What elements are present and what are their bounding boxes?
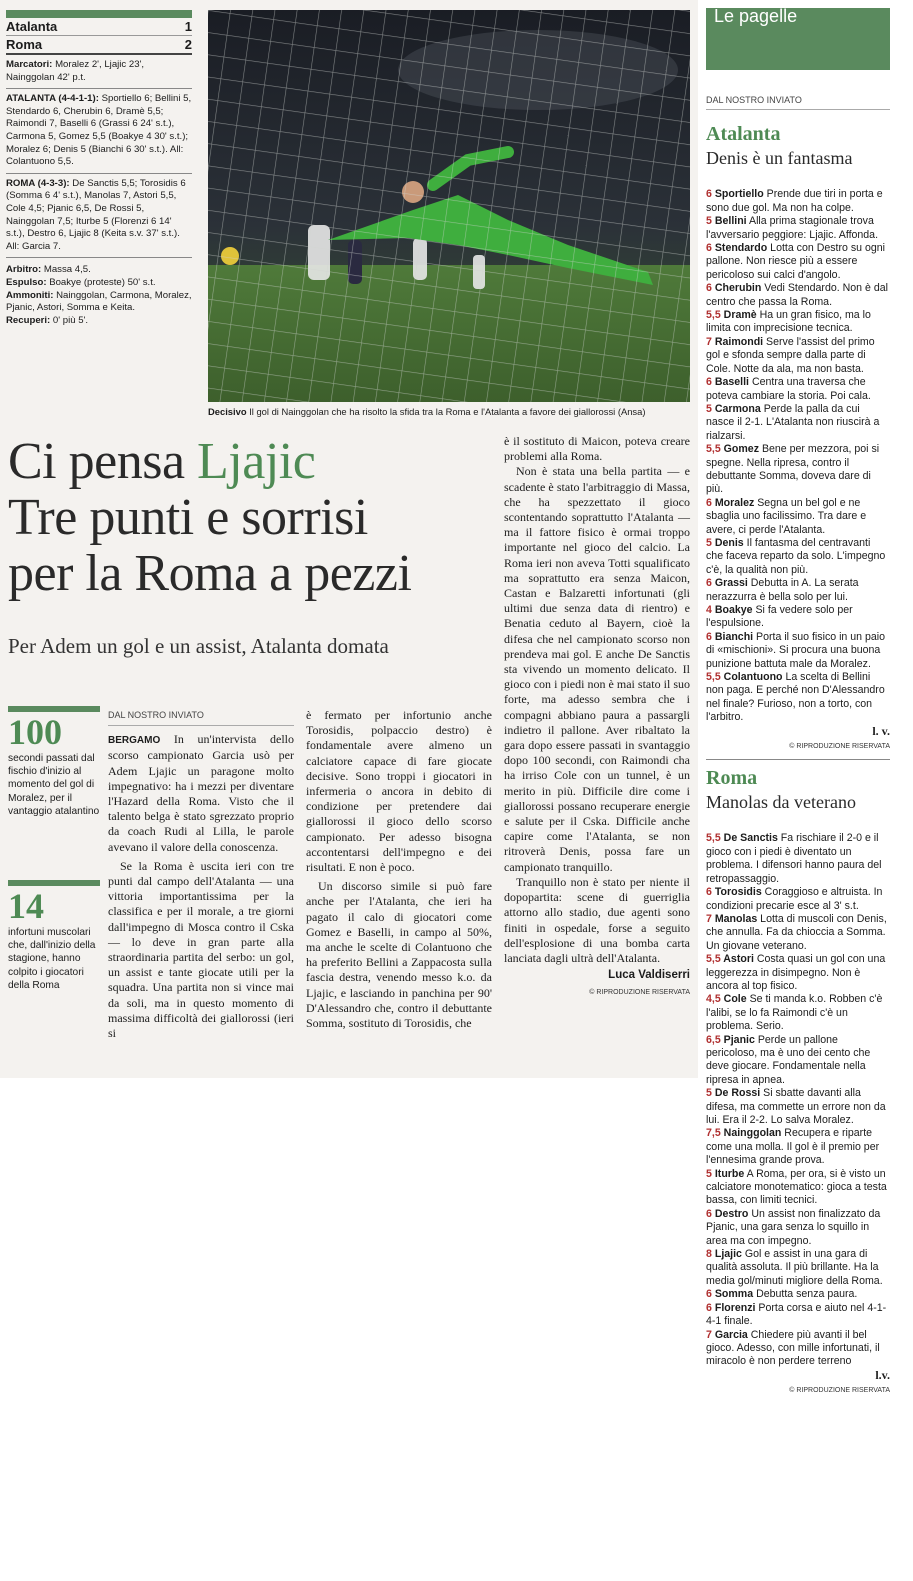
- rating-vote: 6,5: [706, 1033, 724, 1046]
- rating-player-name: Torosidis: [714, 886, 762, 899]
- rating-player-name: De Rossi: [714, 1087, 761, 1100]
- rating-vote: 5,5: [706, 671, 724, 684]
- rating-comment: Alla prima stagionale trova l'avversario peggiore: Ljajic. Affonda.: [706, 215, 879, 241]
- divider: [706, 759, 890, 760]
- player-rating: [706, 1329, 890, 1369]
- player-rating: [706, 188, 890, 215]
- rating-player-name: Garcia: [714, 1328, 748, 1341]
- rating-vote: 5: [706, 1167, 715, 1180]
- article-col-3: [504, 434, 690, 1001]
- stat-text: secondi passati dal fischio d'inizio al momento del gol di Moralez, per il vantaggio atalantino: [8, 753, 100, 817]
- marcatori: Marcatori: Moralez 2', Ljajic 23', Nainggolan 42' p.t.: [6, 59, 192, 89]
- stat-number: 100: [8, 712, 62, 752]
- match-photo: [208, 10, 690, 402]
- article-col-1: [108, 708, 294, 1041]
- player-rating: [706, 537, 890, 577]
- article-dateline: DAL NOSTRO INVIATO: [108, 708, 294, 726]
- rating-vote: 5: [706, 215, 715, 228]
- scoreboard-bar: [6, 10, 192, 18]
- rating-vote: 6: [706, 376, 715, 389]
- rating-player-name: Cherubin: [714, 282, 762, 295]
- rating-player-name: Boakye: [714, 604, 753, 616]
- rating-comment: Fa rischiare il 2-0 e il gioco con i piedi è diventato un problema. I difensori hanno paura del retropassaggio.: [706, 832, 882, 885]
- arbitro: Arbitro: Massa 4,5.: [6, 264, 91, 276]
- rating-comment: Perde un pallone pericoloso, ma è uno dei cento che deve giocare. Fondamentale nella ripresa in apnea.: [706, 1033, 871, 1086]
- headline: [8, 434, 508, 602]
- player-rating: [706, 1034, 890, 1088]
- rating-vote: 5: [706, 536, 715, 549]
- rating-player-name: Ljajic: [714, 1248, 742, 1261]
- headline-line3: per la Roma a pezzi: [8, 545, 412, 602]
- player-rating: [706, 403, 890, 443]
- rating-player-name: Stendardo: [714, 242, 768, 255]
- rating-vote: 7: [706, 335, 715, 348]
- rating-player-name: Colantuono: [723, 671, 783, 684]
- rating-player-name: Nainggolan: [723, 1127, 782, 1140]
- rating-vote: 7: [706, 912, 715, 925]
- player-rating: [706, 1302, 890, 1329]
- rating-comment: Segna un bel gol e ne sbaglia uno facilissimo. Tra dare e avere, ci perde l'Atalanta.: [706, 496, 867, 536]
- rating-comment: Si fa vedere solo per l'espulsione.: [706, 604, 853, 630]
- rating-player-name: De Sanctis: [723, 832, 778, 845]
- rating-player-name: Gomez: [723, 443, 759, 456]
- rating-comment: Costa quasi un gol con una leggerezza in disimpegno. Non è ancora al top fisico.: [706, 953, 886, 992]
- team1-name: Atalanta: [6, 19, 58, 34]
- rating-comment: Recupera e riparte come una molla. Il gol è il premio per l'ennesima grande prova.: [706, 1127, 880, 1167]
- player-rating: [706, 913, 890, 953]
- rating-comment: Chiedere più avanti il bel gioco. Adesso, con mille infortunati, il miracolo è non perdere terreno: [706, 1328, 880, 1368]
- rating-comment: La scelta di Bellini non paga. E perché non D'Alessandro nel finale? Furioso, non a torto, con l'arbitro.: [706, 671, 885, 724]
- rating-comment: Se ti manda k.o. Robben c'è l'alibi, se lo fa Raimondi c'è un problema. Serio.: [706, 993, 883, 1033]
- player-rating: [706, 1248, 890, 1288]
- score-row-atalanta: [6, 18, 192, 36]
- article-paragraph: Se la Roma è uscita ieri con tre punti dal campo dell'Atalanta — una vittoria importantissima per la classifica e per il morale, a tre giorni dall'impegno di Mosca contro il Cska — lo deve in gran parte alla straordinaria partita del serbo: un gol, un assist e tante giocate utili per la squadra. Una partita non si vince mai da soli, ma in questo momento di massima difficoltà dei giallorossi (ieri si: [108, 858, 294, 1041]
- player-rating: [706, 336, 890, 376]
- rating-vote: 5: [706, 402, 715, 415]
- pagelle-title-roma: Manolas da veterano: [706, 792, 856, 813]
- rating-player-name: Moralez: [714, 496, 755, 509]
- rating-player-name: Florenzi: [714, 1301, 756, 1314]
- player-rating: [706, 1288, 890, 1301]
- player-rating: [706, 497, 890, 537]
- goalkeeper-dive-image: [208, 10, 690, 402]
- rating-vote: 6: [706, 282, 715, 295]
- rating-vote: 8: [706, 1248, 715, 1261]
- rating-player-name: Astori: [723, 953, 754, 966]
- score-row-roma: [6, 36, 192, 55]
- stat-box-100: [8, 706, 100, 818]
- rating-comment: Bene per mezzora, poi si spegne. Nella ripresa, contro il debuttante Somma, doveva dare di più.: [706, 443, 880, 496]
- rating-vote: 6: [706, 496, 715, 509]
- player-rating: [706, 577, 890, 604]
- pagelle-dateline: DAL NOSTRO INVIATO: [706, 94, 890, 110]
- copyright-notice: © RIPRODUZIONE RISERVATA: [589, 989, 690, 997]
- rating-player-name: Pjanic: [723, 1033, 755, 1046]
- copyright-notice: © RIPRODUZIONE RISERVATA: [789, 1387, 890, 1395]
- pagelle-list-roma: [706, 832, 890, 1368]
- rating-vote: 6: [706, 1288, 715, 1301]
- headline-line1: Ci pensa Ljajic: [8, 433, 316, 490]
- rating-vote: 5,5: [706, 953, 724, 966]
- stat-box-14: [8, 880, 100, 992]
- article-paragraph: Non è stata una bella partita — e scadente è stato l'arbitraggio di Massa, che ha spezzettato il gioco scontentando soprattutto l'Atalanta — ma il fattore fisico è ormai troppo importante nel gioco del calcio. La Roma ieri non aveva Totti squalificato ma soprattutto era senza Maicon, Castan e Balzaretti infortunati (gli ultimi due senza data di rientro) e Benatia ceduto al Bayern, cioè la difesa che nel campionato scorso non prendeva mai gol. E anche De Sanctis sta vivendo un momento delicato. Il gioco con i piedi non è mai stato il suo forte, ma adesso sembra che i compagni abbiano paura a passargli indietro il pallone. Aver ribaltato la gara dopo essere passati in svantaggio dopo 100 secondi, con Raimondi cha ha irriso Cole con un tunnel, è un merito in più. Difficile dire come i giallorossi possano recuperare energie e salute per il Cska. Difficile anche capire come l'Atalanta, se non ritroverà Denis, possa fare un campionato tranquillo.: [504, 464, 690, 874]
- rating-player-name: Manolas: [714, 912, 758, 925]
- stat-text: infortuni muscolari che, dall'inizio della stagione, hanno colpito i giocatori della Roma: [8, 927, 96, 991]
- player-rating: [706, 215, 890, 242]
- rating-player-name: Somma: [714, 1288, 754, 1301]
- rating-comment: Il fantasma del centravanti che faceva reparto da solo. L'impegno c'è, la qualità non più.: [706, 536, 886, 576]
- subtitle: Per Adem un gol e un assist, Atalanta domata: [8, 634, 389, 658]
- rating-comment: Debutta senza paura.: [753, 1288, 858, 1301]
- author-signature: Luca Valdiserri: [608, 969, 690, 982]
- rating-vote: 6: [706, 630, 715, 643]
- pagelle-team-roma: Roma: [706, 767, 758, 790]
- team2-score: 2: [184, 37, 192, 52]
- article-paragraph: Un discorso simile si può fare anche per l'Atalanta, che ieri ha pagato il calo di giocatori come Gomez e Baselli, in campo al 50%, ma anche le scelte di Colantuono che ha preferito Bellini a Zappacosta sulla fascia destra, venendo messo k.o. da Ljajic, e lasciando in panchina per 90' D'Alessandro che, contro il debuttante Somma, sostituto di Torosidis, che: [306, 879, 492, 1031]
- rating-vote: 7,5: [706, 1127, 724, 1140]
- rating-player-name: Raimondi: [714, 335, 764, 348]
- pagelle-initials: l.v.: [875, 1367, 890, 1382]
- rating-player-name: Bellini: [714, 215, 747, 228]
- player-rating: [706, 671, 890, 725]
- rating-player-name: Cole: [723, 993, 747, 1006]
- player-rating: [706, 309, 890, 336]
- player-rating: [706, 886, 890, 913]
- rating-comment: Serve l'assist del primo gol e sfonda sempre dalla parte di Cole. Notte da ala, ma non basta.: [706, 335, 875, 375]
- player-rating: [706, 1208, 890, 1248]
- rating-player-name: Baselli: [714, 376, 749, 389]
- pagelle-initials: l. v.: [872, 723, 890, 738]
- rating-vote: 6: [706, 1207, 715, 1220]
- rating-vote: 6: [706, 1301, 715, 1314]
- roma-lineup: ROMA (4-3-3): De Sanctis 5,5; Torosidis 6 (Somma 6 4' s.t.), Manolas 7, Astori 5,5, Cole 4,5; Pjanic 6,5, De Rossi 5, Nainggolan 7,5; Iturbe 5 (Florenzi 6 14' s.t.), Destro 6, Ljajic 8 (Keita s.v. 37' s.t.). All: Garcia 7.: [6, 178, 192, 259]
- rating-comment: Un assist non finalizzato da Pjanic, una gara senza lo squillo in area ma con impegno.: [706, 1207, 881, 1247]
- rating-comment: Perde la palla da cui nasce il 2-1. L'Atalanta non riuscirà a rialzarsi.: [706, 402, 880, 442]
- team1-score: 1: [184, 19, 192, 34]
- rating-vote: 4,5: [706, 993, 724, 1006]
- recuperi: Recuperi: 0' più 5'.: [6, 314, 89, 326]
- player-rating: [706, 832, 890, 886]
- photo-caption: [208, 406, 690, 418]
- rating-vote: 6: [706, 886, 715, 899]
- rating-comment: Prende due tiri in porta e sono due gol. Ma non ha colpe.: [706, 188, 883, 214]
- rating-comment: Porta corsa e aiuto nel 4-1-4-1 finale.: [706, 1301, 887, 1328]
- rating-player-name: Carmona: [714, 402, 761, 415]
- rating-comment: Ha un gran fisico, ma lo limita con imprecisione tecnica.: [706, 309, 871, 335]
- stat-number: 14: [8, 886, 44, 926]
- rating-comment: A Roma, per ora, si è visto un calciatore monotematico: gioca a testa bassa, con limiti tecnici.: [706, 1167, 887, 1207]
- headline-line2: Tre punti e sorrisi: [8, 489, 368, 546]
- rating-vote: 5,5: [706, 309, 724, 322]
- article-paragraph: è fermato per infortunio anche Torosidis, polpaccio destro) è fondamentale avere almeno un calciatore capace di fare giocate decisive. Sono troppi i giocatori in infermeria o ancora in debito di condizione per pretendere dai giallorossi il gioco dello scorso campionato. Per adesso bisogna accontentarsi dell'impegno e dei risultati. E non è poco.: [306, 708, 492, 875]
- player-rating: [706, 1087, 890, 1127]
- player-rating: [706, 1127, 890, 1167]
- espulso: Espulso: Boakye (proteste) 50' s.t.: [6, 276, 156, 288]
- rating-comment: Gol e assist in una gara di qualità assoluta. Il più brillante. Ha la media gol/minuti migliore della Roma.: [706, 1248, 883, 1287]
- player-rating: [706, 953, 890, 993]
- rating-vote: 6: [706, 577, 715, 590]
- caption-lead: Decisivo: [208, 406, 247, 417]
- rating-vote: 6: [706, 242, 715, 255]
- rating-vote: 5: [706, 1087, 715, 1100]
- rating-player-name: Destro: [714, 1207, 749, 1220]
- article-paragraph: Tranquillo non è stato per niente il dopopartita: scene di guerriglia attorno allo stadio, due agenti sono finiti in ospedale, forse a seguito dell'esplosione di una bomba carta lanciata dagli ultrà dell'Atalanta.: [504, 874, 690, 965]
- scoreboard: [6, 10, 192, 327]
- rating-comment: Centra una traversa che poteva cambiare la storia. Poi cala.: [706, 376, 871, 402]
- pagelle-header: Le pagelle: [706, 8, 890, 70]
- rating-comment: Lotta con Destro su ogni pallone. Non riesce più a essere pericoloso sui calci d'angolo.: [706, 242, 886, 281]
- player-rating: [706, 1168, 890, 1208]
- player-rating: [706, 242, 890, 282]
- ammoniti: Ammoniti: Nainggolan, Carmona, Moralez, Pjanic, Astori, Somma e Keita.: [6, 289, 192, 314]
- rating-player-name: Dramè: [723, 309, 757, 322]
- player-rating: [706, 604, 890, 631]
- rating-comment: Debutta in A. La serata nerazzurra è bella solo per lui.: [706, 577, 859, 603]
- rating-vote: 4: [706, 604, 715, 616]
- rating-vote: 5,5: [706, 832, 724, 845]
- rating-comment: Vedi Stendardo. Non è dal centro che passa la Roma.: [706, 282, 888, 308]
- article-paragraph: BERGAMO In un'intervista dello scorso campionato Garcia usò per Adem Ljajic un paragone molto impegnativo: ha i mezzi per diventare l'Hazard della Roma. Visto che il talento belga è stato sgrezzato proprio da coach Rudi al Lilla, le parole avevano il valore della conoscenza.: [108, 732, 294, 854]
- rating-comment: Lotta di muscoli con Denis, che annulla. Fa da chioccia a Somma. Un giovane veterano.: [706, 912, 887, 952]
- pagelle-column: [706, 8, 890, 1398]
- rating-comment: Porta il suo fisico in un paio di «mischioni». Si procura una buona punizione battuta male da Moralez.: [706, 630, 886, 670]
- team2-name: Roma: [6, 37, 43, 52]
- pagelle-title-atalanta: Denis è un fantasma: [706, 148, 853, 169]
- player-rating: [706, 993, 890, 1033]
- rating-vote: 5,5: [706, 443, 724, 456]
- rating-vote: 7: [706, 1328, 715, 1341]
- rating-player-name: Bianchi: [714, 630, 754, 643]
- rating-player-name: Denis: [714, 536, 744, 549]
- article-col-2: [306, 708, 492, 1031]
- player-rating: [706, 631, 890, 671]
- article-paragraph: è il sostituto di Maicon, poteva creare problemi alla Roma.: [504, 434, 690, 464]
- pagelle-team-atalanta: Atalanta: [706, 123, 781, 146]
- caption-text: Il gol di Nainggolan che ha risolto la sfida tra la Roma e l'Atalanta a favore dei giallorossi (Ansa): [249, 406, 646, 417]
- player-rating: [706, 282, 890, 309]
- rating-comment: Si sbatte davanti alla difesa, ma commette un errore non da lui. Era il 2-2. Lo salva Moralez.: [706, 1087, 886, 1126]
- rating-player-name: Grassi: [714, 577, 748, 590]
- rating-player-name: Sportiello: [714, 188, 764, 201]
- player-rating: [706, 376, 890, 403]
- rating-player-name: Iturbe: [714, 1167, 745, 1180]
- copyright-notice: © RIPRODUZIONE RISERVATA: [789, 743, 890, 751]
- atalanta-lineup: ATALANTA (4-4-1-1): Sportiello 6; Bellini 5, Stendardo 6, Cherubin 6, Dramè 5,5; Raimondi 7, Baselli 6 (Grassi 6 24' s.t.), Carmona 5, Gomez 5,5 (Boakye 4 30' s.t.); Moralez 6; Denis 5 (Bianchi 6 30' s.t.). All: Colantuono 5,5.: [6, 93, 192, 174]
- rating-comment: Coraggioso e altruista. In condizioni precarie esce al 3' s.t.: [706, 886, 883, 912]
- player-rating: [706, 443, 890, 497]
- pagelle-list-atalanta: [706, 188, 890, 724]
- rating-vote: 6: [706, 188, 715, 201]
